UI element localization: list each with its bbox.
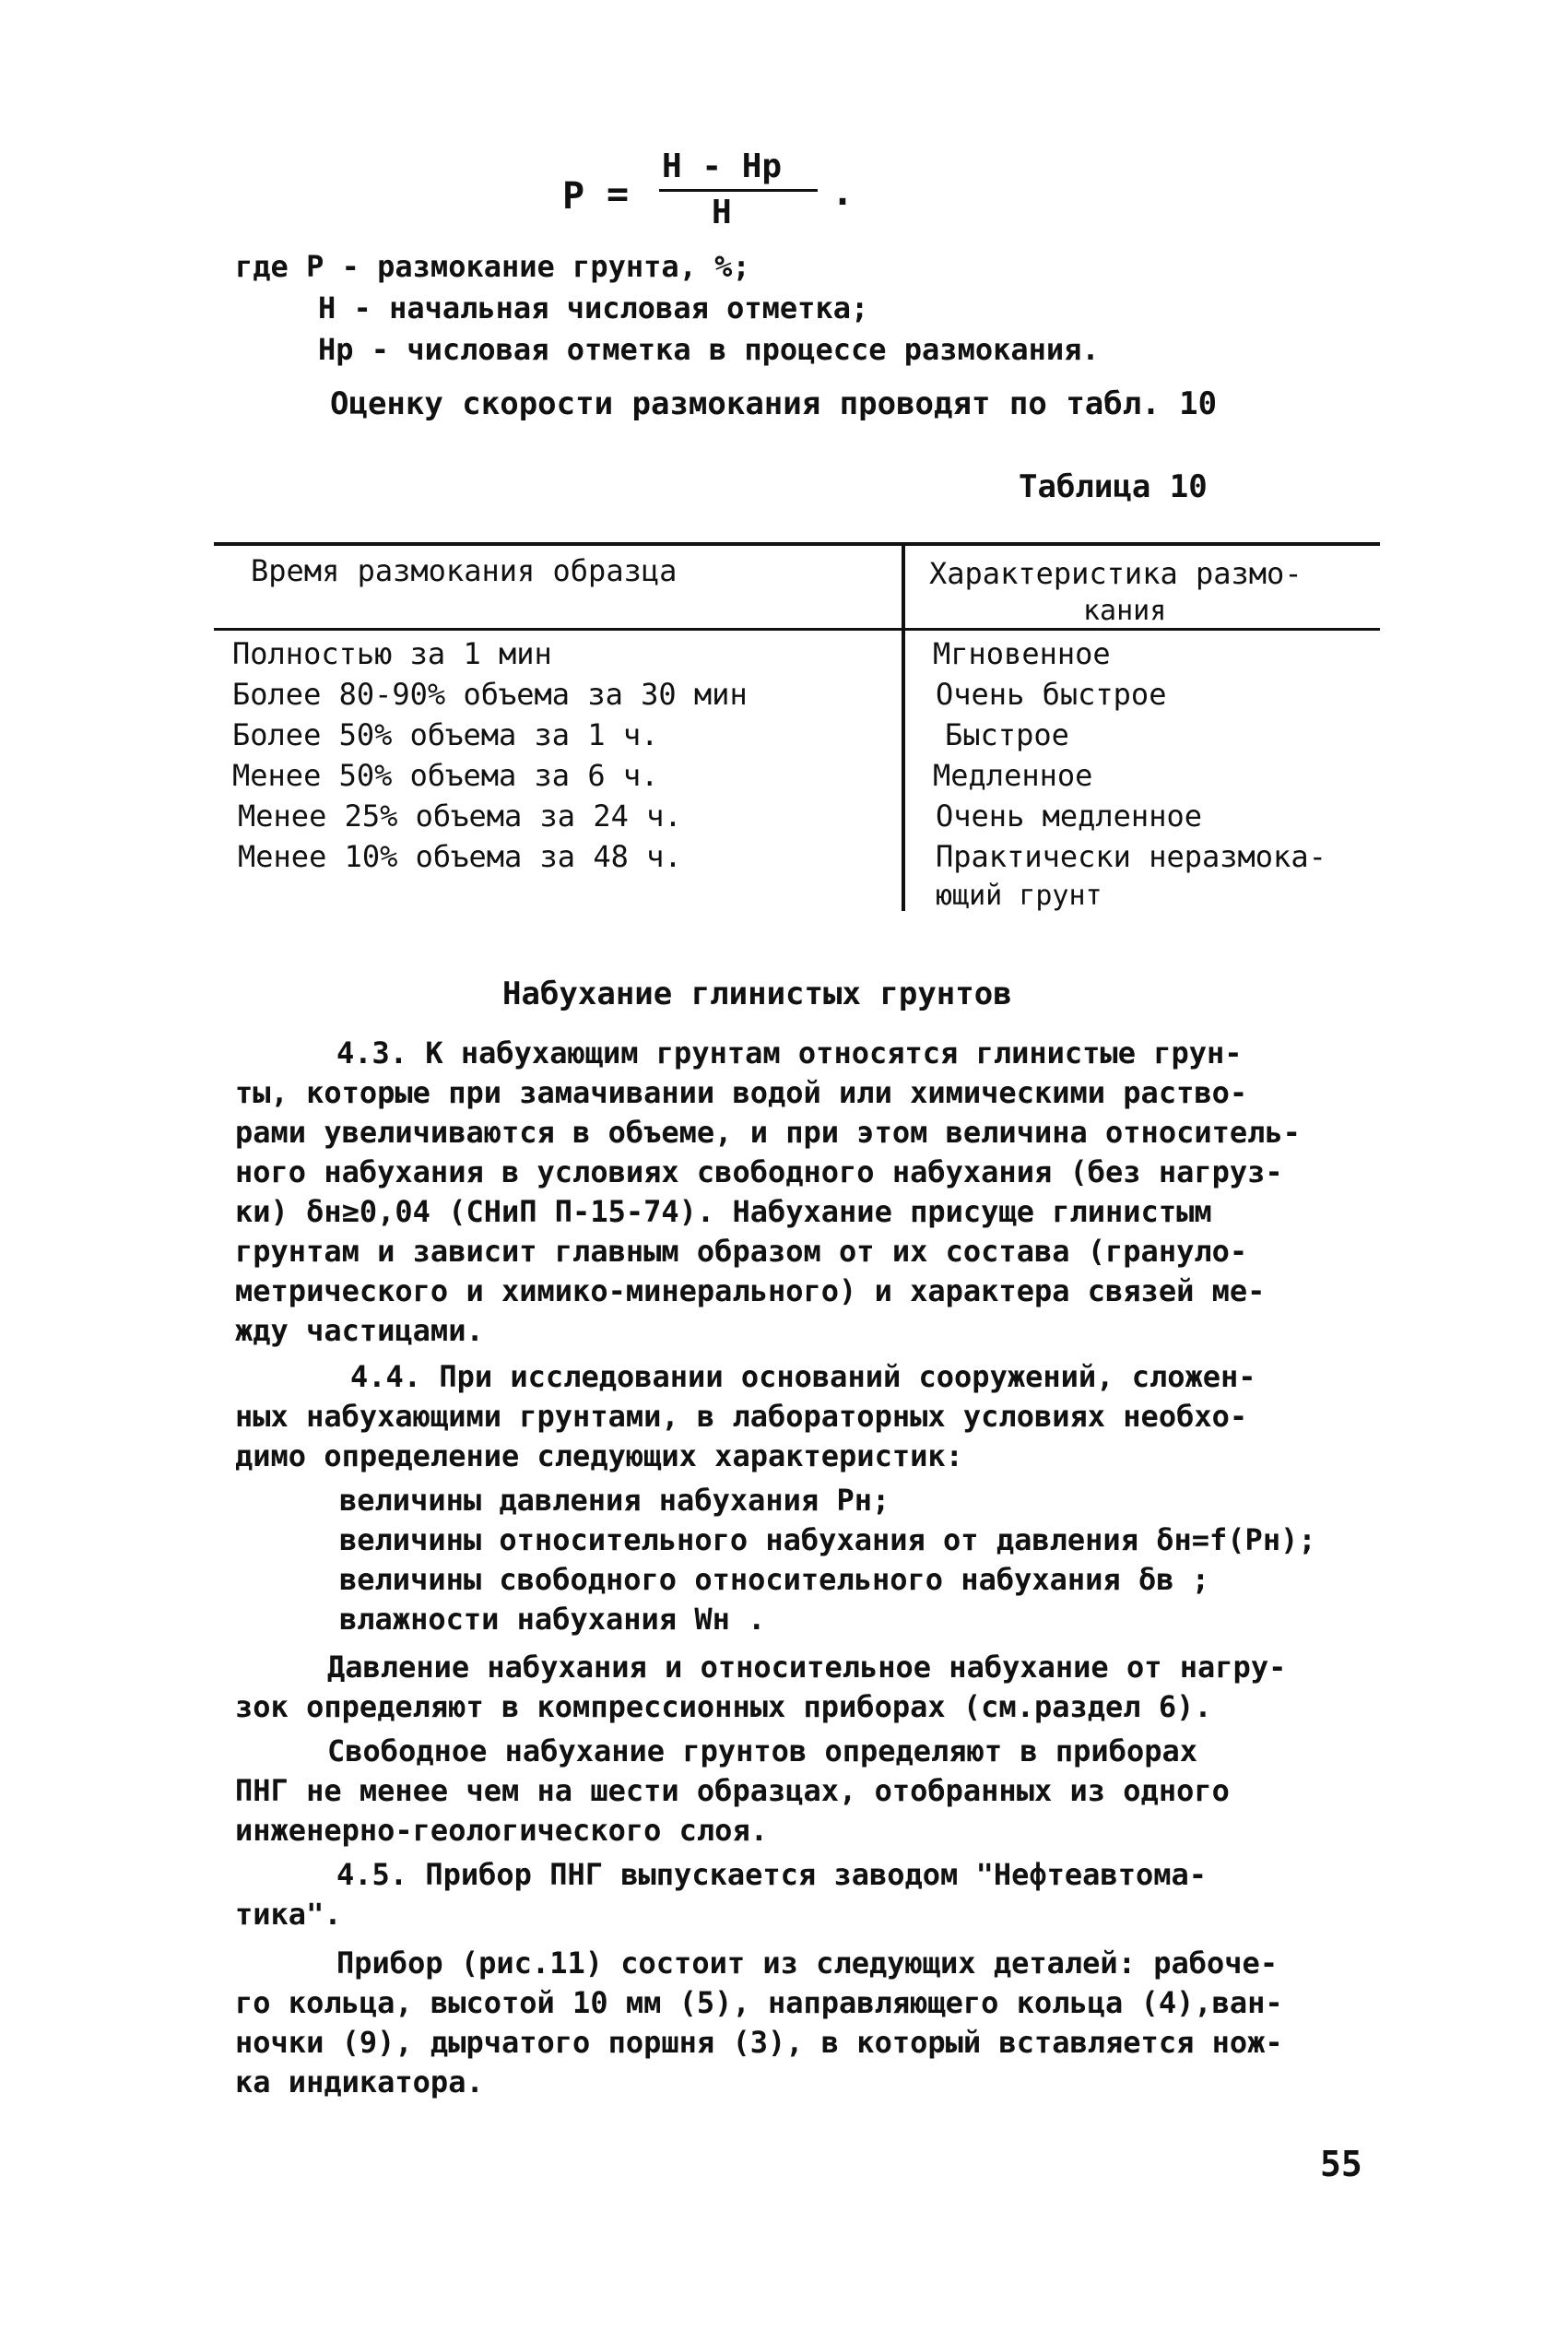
table-cell-time: Менее 10% объема за 48 ч. [238, 839, 682, 874]
table-cell-characteristic: Очень быстрое [936, 677, 1167, 712]
list-item: величины свободного относительного набухания δв ; [339, 1562, 1210, 1597]
paragraph-line: жду частицами. [235, 1313, 484, 1348]
formula-denominator: H [712, 194, 732, 231]
paragraph-line: Давление набухания и относительное набухание от нагру- [327, 1650, 1287, 1685]
table-intro: Оценку скорости размокания проводят по табл. 10 [330, 385, 1218, 422]
paragraph-line: ка индикатора. [235, 2064, 484, 2099]
formula [562, 148, 876, 231]
table-header-rule [214, 628, 1380, 631]
table-cell-characteristic: Практически неразмока- [936, 839, 1326, 874]
formula-numerator: H - Hp [662, 148, 783, 185]
table-cell-time: Более 50% объема за 1 ч. [232, 717, 659, 752]
paragraph-line: го кольца, высотой 10 мм (5), направляющего кольца (4),ван- [235, 1985, 1283, 2020]
paragraph-line: метрического и химико-минерального) и характера связей ме- [235, 1273, 1266, 1308]
table-cell-time: Менее 50% объема за 6 ч. [232, 758, 659, 793]
paragraph-line: ного набухания в условиях свободного набухания (без нагруз- [235, 1154, 1283, 1189]
table-header-characteristic: Характеристика размо- [929, 556, 1303, 591]
paragraph-line: рами увеличиваются в объеме, и при этом величина относитель- [235, 1115, 1301, 1150]
list-item: величины относительного набухания от давления δн=f(Pн); [339, 1522, 1316, 1557]
table-top-rule [214, 542, 1380, 546]
list-item: величины давления набухания Pн; [339, 1483, 890, 1518]
paragraph-line: Прибор (рис.11) состоит из следующих деталей: рабоче- [336, 1946, 1279, 1981]
table-cell-characteristic: Очень медленное [936, 798, 1202, 834]
table-header-characteristic-cont: кания [1083, 595, 1167, 627]
paragraph-line: ночки (9), дырчатого поршня (3), в который вставляется нож- [235, 2025, 1283, 2060]
definition-line: где P - размокание грунта, %; [235, 249, 750, 284]
paragraph-line: ты, которые при замачивании водой или химическими раство- [235, 1075, 1248, 1110]
paragraph-line: 4.4. При исследовании оснований сооружений, сложен- [350, 1359, 1256, 1394]
table-cell-characteristic-cont: ющий грунт [936, 880, 1102, 912]
paragraph-line: димо определение следующих характеристик: [235, 1438, 963, 1473]
table-cell-time: Полностью за 1 мин [232, 636, 552, 671]
table-column-divider [902, 542, 905, 911]
table-cell-time: Менее 25% объема за 24 ч. [238, 798, 682, 834]
paragraph-line: зок определяют в компрессионных приборах (см.раздел 6). [235, 1689, 1212, 1724]
paragraph-line: ПНГ не менее чем на шести образцах, отобранных из одного [235, 1773, 1230, 1808]
table-header-time: Время размокания образца [251, 553, 678, 588]
page-number: 55 [1320, 2144, 1362, 2184]
paragraph-line: инженерно-геологического слоя. [235, 1813, 768, 1848]
formula-equals: = [607, 173, 630, 216]
paragraph-line: ки) δн≥0,04 (СНиП П-15-74). Набухание присуще глинистым [235, 1194, 1212, 1229]
fraction-bar [659, 189, 818, 192]
table-cell-characteristic: Быстрое [945, 717, 1069, 752]
formula-lhs: P [562, 175, 585, 218]
section-title: Набухание глинистых грунтов [502, 976, 1012, 1012]
paragraph-line: 4.3. К набухающим грунтам относятся глинистые грун- [336, 1035, 1243, 1070]
paragraph-line: ных набухающими грунтами, в лабораторных условиях необхо- [235, 1399, 1248, 1434]
paragraph-line: грунтам и зависит главным образом от их состава (грануло- [235, 1234, 1248, 1269]
table-cell-characteristic: Мгновенное [933, 636, 1111, 671]
table-caption: Таблица 10 [1019, 468, 1208, 505]
paragraph-line: 4.5. Прибор ПНГ выпускается заводом "Нефтеавтома- [336, 1857, 1208, 1892]
paragraph-line: Свободное набухание грунтов определяют в приборах [327, 1733, 1198, 1768]
paragraph-line: тика". [235, 1897, 342, 1932]
list-item: влажности набухания Wн . [339, 1602, 766, 1637]
definition-line: Hp - числовая отметка в процессе размокания. [318, 332, 1100, 367]
definition-line: H - начальная числовая отметка; [318, 290, 869, 325]
table-cell-time: Более 80-90% объема за 30 мин [232, 677, 748, 712]
table-cell-characteristic: Медленное [933, 758, 1093, 793]
formula-trail: . [831, 171, 855, 214]
